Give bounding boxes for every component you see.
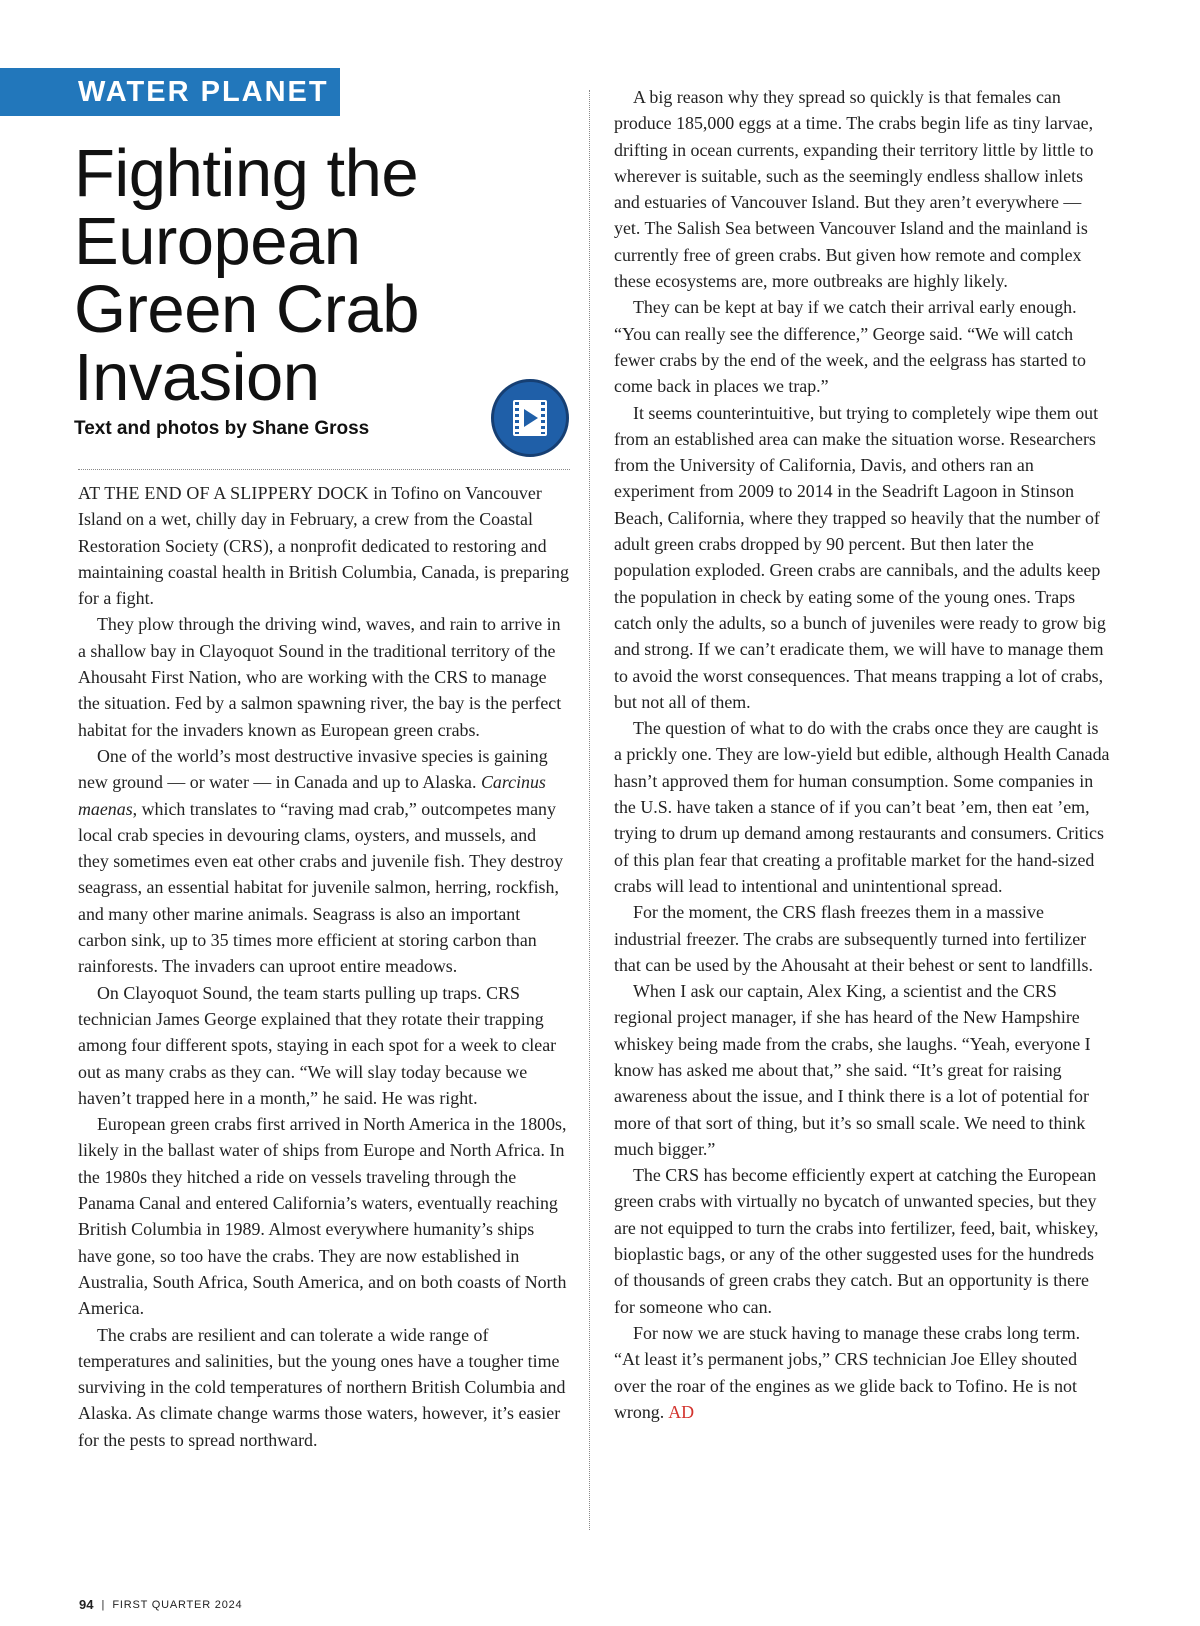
article-paragraph: They plow through the driving wind, waves, and rain to arrive in a shallow bay in Clayoquot Sound in the traditional territory of the Ahousaht First Nation, who are working with the CRS to manage the situation. Fed by a salmon spawning river, the bay is the perfect habitat for the invaders known as European green crabs.: [78, 614, 562, 740]
column-divider: [589, 90, 590, 1530]
article-paragraph: The CRS has become efficiently expert at catching the European green crabs with virtually no bycatch of unwanted species, but they are not equipped to turn the crabs into fertilizer, feed, bait, whiskey, bioplastic bags, or any of the other suggested uses for the hundreds of thousands of green crabs they catch. But an opportunity is there for someone who can.: [614, 1165, 1099, 1317]
article-paragraph: For the moment, the CRS flash freezes them in a massive industrial freezer. The crabs are subsequently turned into fertilizer that can be used by the Ahousaht at their behest or sent to landfills.: [614, 902, 1093, 975]
article-column-left: [78, 480, 570, 1453]
footer-separator: |: [101, 1598, 105, 1611]
play-video-button[interactable]: [491, 379, 569, 457]
article-paragraph: When I ask our captain, Alex King, a scientist and the CRS regional project manager, if she has heard of the New Hampshire whiskey being made from the crabs, she laughs. “Yeah, everyone I know has asked me about that,” she said. “It’s great for raising awareness about the issue, and I think there is a lot of potential for more of that sort of thing, but it’s so small scale. We need to think much bigger.”: [614, 981, 1091, 1159]
lead-in: AT THE END OF A SLIPPERY DOCK: [78, 483, 369, 503]
article-column-right: [614, 84, 1110, 1425]
species-name: Carcinus maenas: [78, 772, 546, 819]
play-video-icon: [494, 382, 566, 454]
section-banner: [0, 68, 340, 116]
article-paragraph: The question of what to do with the crabs once they are caught is a prickly one. They are low-yield but edible, although Health Canada hasn’t approved them for human consumption. Some companies in the U.S. have taken a stance of if you can’t beat ’em, then eat ’em, trying to drum up demand among restaurants and consumers. Critics of this plan fear that creating a profitable market for the hand-sized crabs will lead to intentional and unintentional spread.: [614, 718, 1110, 896]
article-paragraph: A big reason why they spread so quickly is that females can produce 185,000 eggs at a time. The crabs begin life as tiny larvae, drifting in ocean currents, expanding their territory little by little to wherever is suitable, such as the seemingly endless shallow inlets and estuaries of Vancouver Island. But they aren’t everywhere — yet. The Salish Sea between Vancouver Island and the mainland is currently free of green crabs. But given how remote and complex these ecosystems are, more outbreaks are highly likely.: [614, 87, 1094, 292]
article-headline: Fighting the European Green Crab Invasion: [74, 136, 420, 415]
issue-label: FIRST QUARTER 2024: [112, 1598, 243, 1611]
article-paragraph: It seems counterintuitive, but trying to completely wipe them out from an established area can make the situation worse. Researchers from the University of California, Davis, and others ran an experiment from 2009 to 2014 in the Seadrift Lagoon in Stinson Beach, California, where they trapped so heavily that the number of adult green crabs dropped by 90 percent. But then later the population exploded. Green crabs are cannibals, and the adults keep the population in check by eating some of the young ones. Traps catch only the adults, so a bunch of juveniles were ready to grow big and strong. If we can’t eradicate them, we will have to manage them to avoid the worst consequences. That means trapping a lot of crabs, but not all of them.: [614, 402, 1106, 712]
page-number: 94: [79, 1597, 94, 1612]
page-footer: [79, 1597, 242, 1612]
article-paragraph: European green crabs first arrived in North America in the 1800s, likely in the ballast water of ships from Europe and North Africa. In the 1980s they hitched a ride on vessels traveling through the Panama Canal and entered California’s waters, eventually reaching British Columbia in 1989. Almost everywhere humanity’s ships have gone, so too have the crabs. They are now established in Australia, South Africa, South America, and on both coasts of North America.: [78, 1114, 567, 1319]
article-paragraph: One of the world’s most destructive invasive species is gaining new ground — or water — in Canada and up to Alaska. Carcinus maenas, which translates to “raving mad crab,” outcompetes many local crab species in devouring clams, oysters, and mussels, and they sometimes even eat other crabs and juvenile fish. They destroy seagrass, an essential habitat for juvenile salmon, herring, rockfish, and many other marine animals. Seagrass is also an important carbon sink, up to 35 times more efficient at storing carbon than rainforests. The invaders can uproot entire meadows.: [78, 745, 564, 977]
byline: Text and photos by Shane Gross: [74, 418, 370, 439]
end-mark: AD: [668, 1401, 695, 1422]
headline-divider: [78, 469, 570, 470]
article-paragraph: The crabs are resilient and can tolerate a wide range of temperatures and salinities, but the young ones have a tougher time surviving in the cold temperatures of northern British Columbia and Alaska. As climate change warms those waters, however, it’s easier for the pests to spread northward.: [78, 1324, 566, 1450]
article-paragraph: On Clayoquot Sound, the team starts pulling up traps. CRS technician James George explained that they rotate their trapping among four different spots, staying in each spot for a week to clear out as many crabs as they can. “We will slay today because we haven’t trapped here in a month,” he said. He was right.: [78, 982, 557, 1108]
article-paragraph: For now we are stuck having to manage these crabs long term. “At least it’s permanent jobs,” CRS technician Joe Elley shouted over the roar of the engines as we glide back to Tofino. He is not wrong. AD: [614, 1322, 1081, 1422]
section-label: WATER PLANET: [78, 75, 329, 108]
article-paragraph: They can be kept at bay if we catch their arrival early enough. “You can really see the difference,” George said. “We will catch fewer crabs by the end of the week, and the eelgrass has started to come back in places we trap.”: [614, 297, 1086, 397]
article-paragraph: AT THE END OF A SLIPPERY DOCK in Tofino on Vancouver Island on a wet, chilly day in February, a crew from the Coastal Restoration Society (CRS), a nonprofit dedicated to restoring and maintaining coastal health in British Columbia, Canada, is preparing for a fight.: [78, 483, 569, 609]
